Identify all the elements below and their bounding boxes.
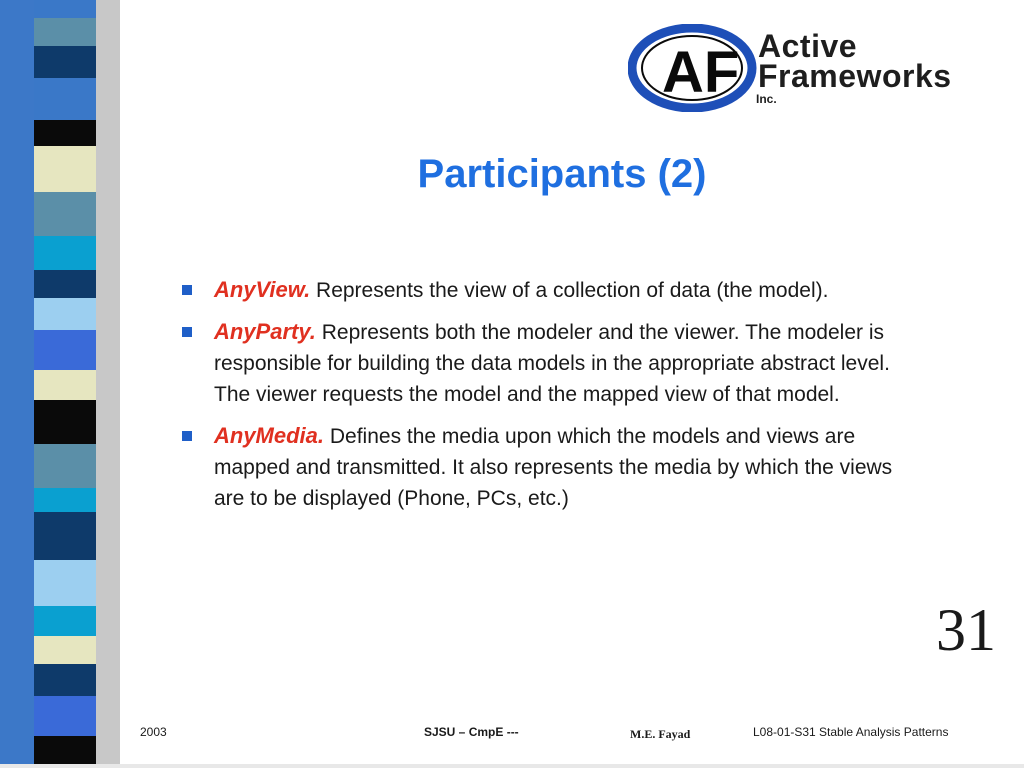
bullet-list — [180, 274, 920, 524]
strip-block — [34, 46, 96, 78]
footer-divider — [0, 764, 1024, 768]
bullet-item-anyparty — [180, 316, 920, 410]
decorative-strip — [0, 0, 120, 768]
bullet-text: Defines the media upon which the models and views are mapped and transmitted. It also represents the media by which the views are to be displayed (Phone, PCs, etc.) — [214, 425, 893, 510]
logo-emblem-icon — [628, 24, 758, 112]
strip-block — [34, 606, 96, 636]
strip-block — [34, 146, 96, 192]
logo-line2: Frameworks — [758, 58, 952, 94]
logo-inc: Inc. — [756, 92, 777, 106]
strip-block — [34, 18, 96, 46]
strip-block — [34, 636, 96, 664]
page-number: 31 — [936, 597, 996, 663]
slide-title: Participants (2) — [417, 152, 707, 196]
strip-block — [34, 270, 96, 298]
logo-mark: AF — [662, 40, 740, 105]
strip-block — [34, 78, 96, 120]
logo-line1: Active — [758, 28, 858, 64]
footer-code: L08-01-S31 Stable Analysis Patterns — [753, 725, 949, 739]
strip-block — [34, 696, 96, 736]
bullet-term: AnyParty. — [214, 319, 316, 344]
strip-block — [34, 444, 96, 488]
strip-block — [34, 192, 96, 236]
strip-block — [34, 0, 96, 18]
footer-course: SJSU – CmpE --- — [424, 725, 519, 739]
strip-block — [34, 560, 96, 606]
square-bullet-icon — [182, 431, 192, 441]
strip-block — [34, 400, 96, 444]
logo-wordmark — [758, 28, 952, 94]
strip-block — [34, 512, 96, 560]
strip-block — [34, 120, 96, 146]
strip-block — [34, 370, 96, 400]
strip-block — [34, 298, 96, 330]
footer-year: 2003 — [140, 725, 167, 739]
company-logo — [628, 24, 994, 112]
strip-block — [34, 330, 96, 370]
bullet-term: AnyMedia. — [214, 423, 325, 448]
bullet-text: Represents both the modeler and the viewer. The modeler is responsible for building the data models in the appropriate abstract level. The viewer requests the model and the mapped view of that model. — [214, 321, 890, 406]
strip-block — [34, 236, 96, 270]
bullet-item-anymedia — [180, 420, 920, 514]
bullet-term: AnyView. — [214, 277, 311, 302]
bullet-item-anyview — [180, 274, 920, 306]
square-bullet-icon — [182, 327, 192, 337]
square-bullet-icon — [182, 285, 192, 295]
strip-column-left — [0, 0, 34, 768]
strip-block — [34, 488, 96, 512]
footer-author: M.E. Fayad — [630, 727, 691, 741]
strip-block — [34, 664, 96, 696]
bullet-text: Represents the view of a collection of data (the model). — [310, 279, 829, 302]
